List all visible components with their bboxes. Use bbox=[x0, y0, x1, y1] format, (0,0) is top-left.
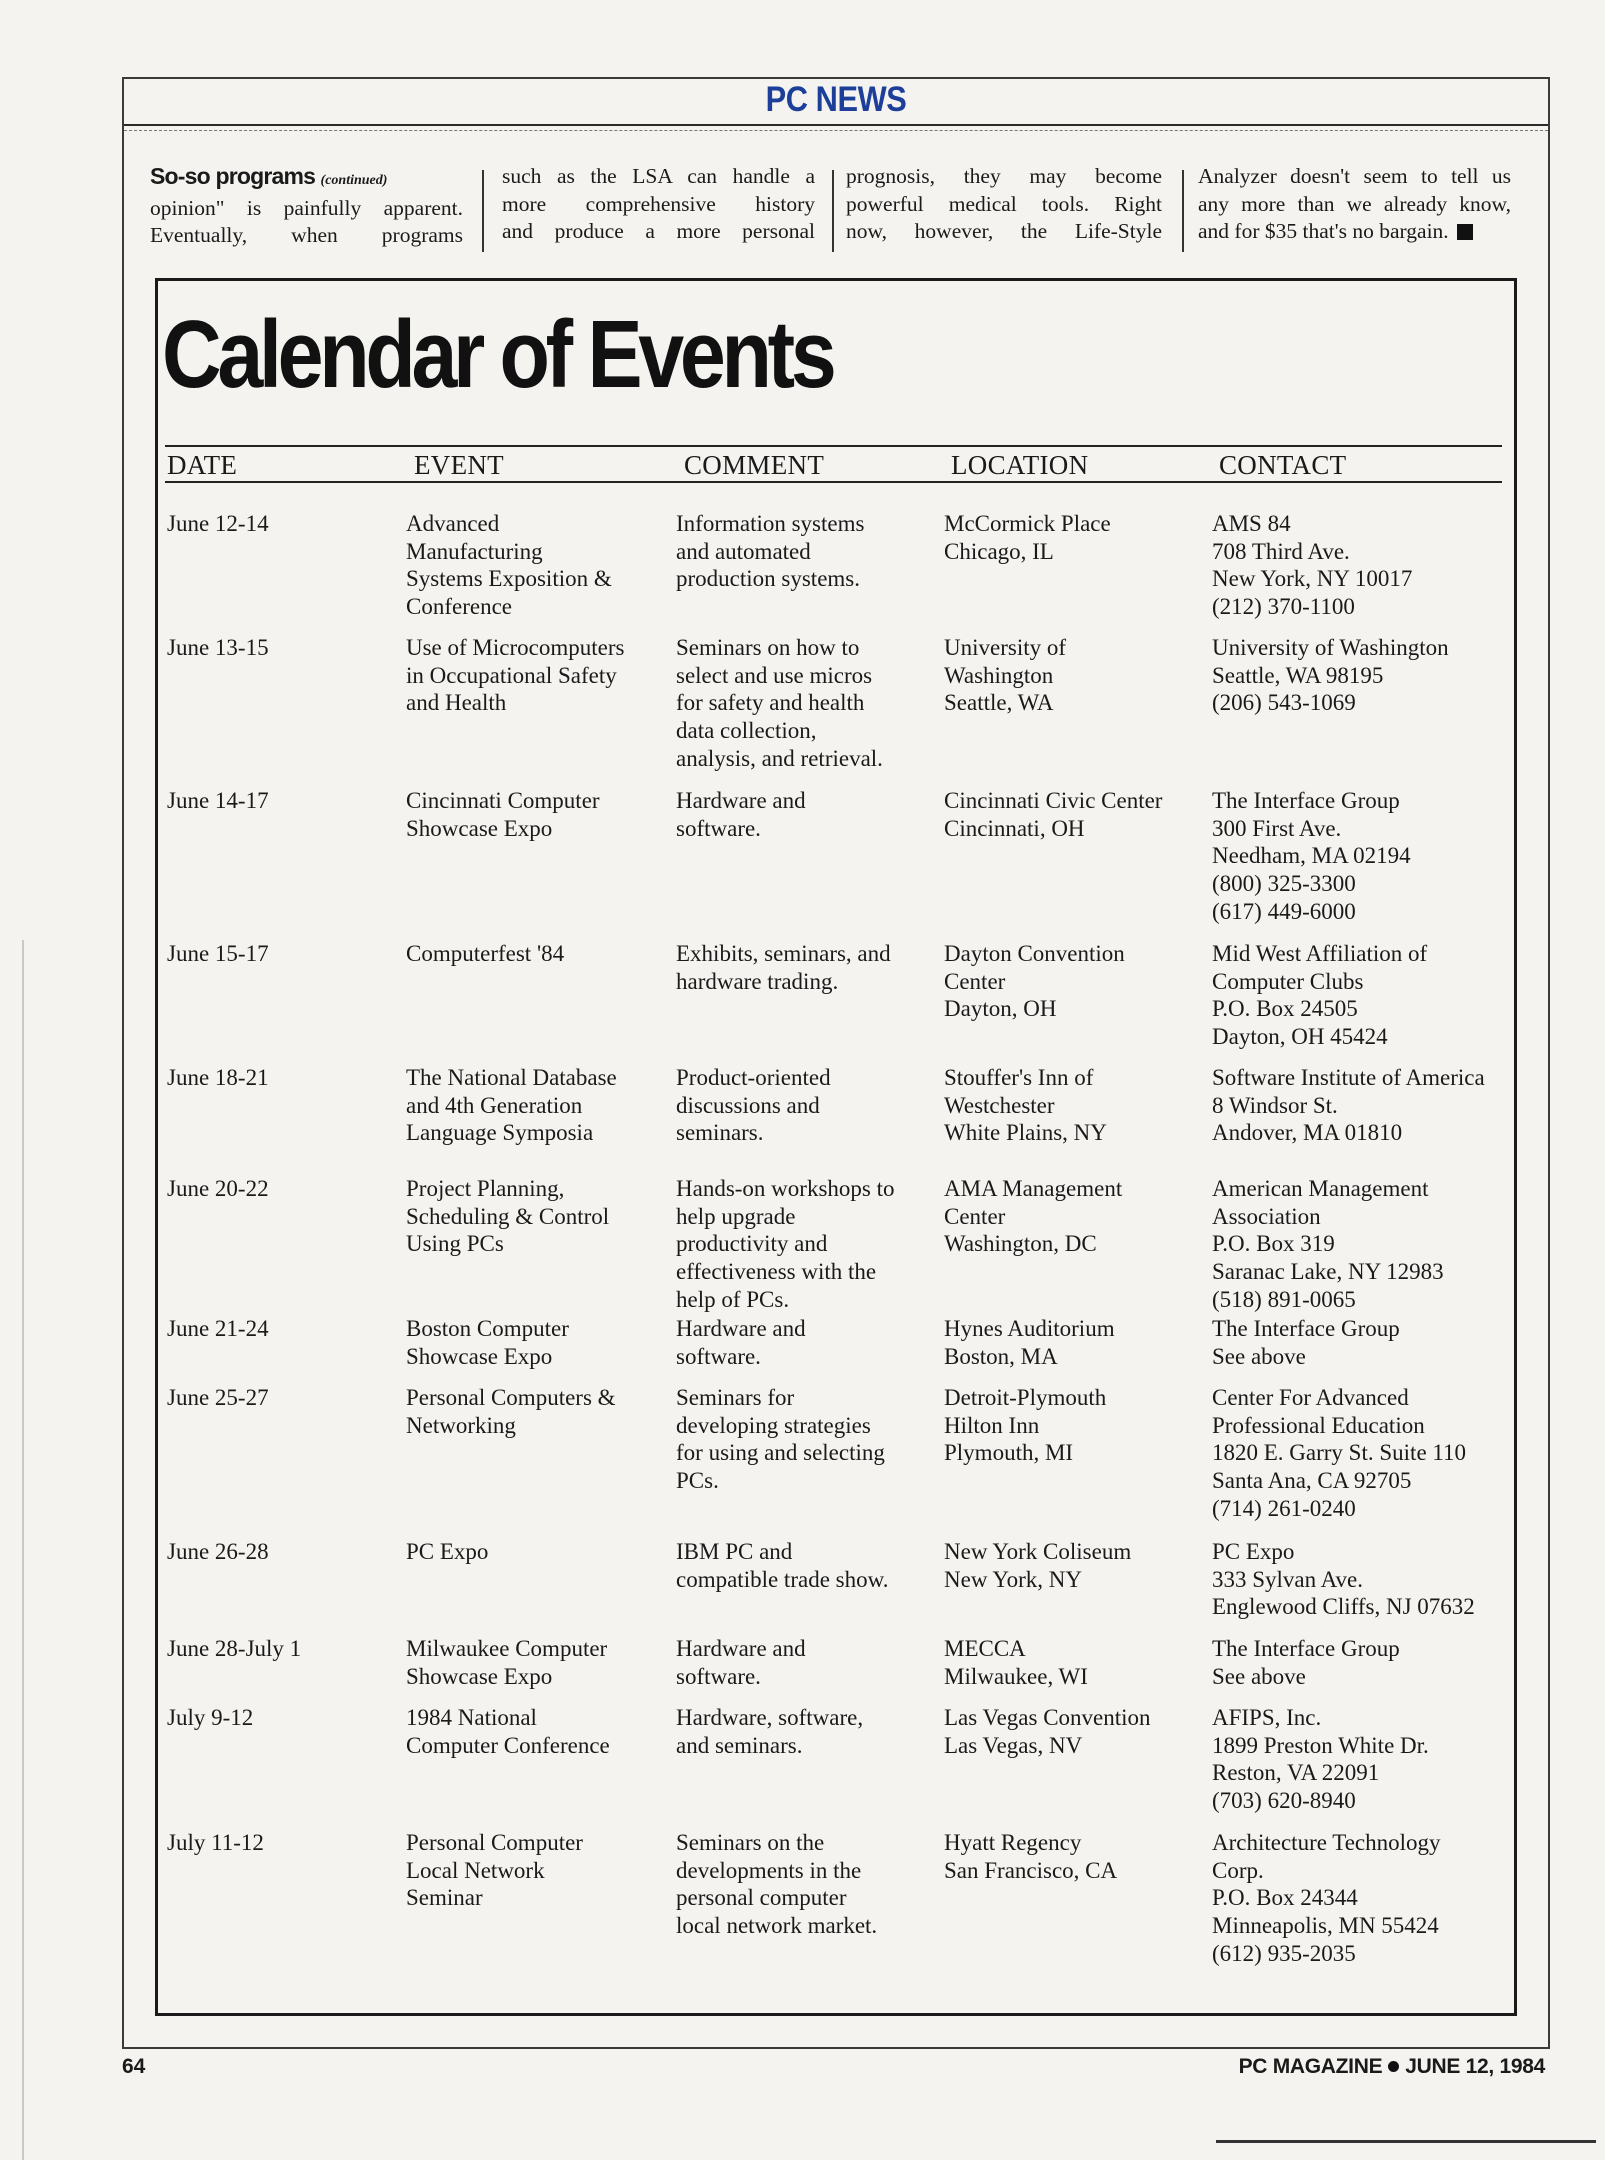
contact-line: Needham, MA 02194 bbox=[1212, 843, 1411, 869]
comment-line: Hands-on workshops to bbox=[676, 1176, 895, 1201]
contact-line: P.O. Box 319 bbox=[1212, 1231, 1335, 1257]
location-line: Stouffer's Inn of bbox=[944, 1065, 1094, 1090]
location-line: Plymouth, MI bbox=[944, 1440, 1074, 1466]
cell-location bbox=[944, 940, 1125, 1023]
contact-line: (714) 261-0240 bbox=[1212, 1495, 1356, 1521]
location-line: Washington, DC bbox=[944, 1231, 1097, 1257]
comment-line: analysis, and retrieval. bbox=[676, 745, 883, 771]
article-line: prognosis, they may become bbox=[846, 164, 1162, 188]
event-line: and 4th Generation bbox=[406, 1092, 583, 1118]
column-divider bbox=[1182, 170, 1184, 252]
cell-date: July 9-12 bbox=[167, 1705, 254, 1730]
contact-line: (212) 370-1100 bbox=[1212, 594, 1355, 620]
location-line: AMA Management bbox=[944, 1176, 1123, 1201]
event-line: Boston Computer bbox=[406, 1316, 569, 1341]
location-line: Chicago, IL bbox=[944, 538, 1054, 564]
contact-line: AFIPS, Inc. bbox=[1212, 1705, 1322, 1730]
contact-line: The Interface Group bbox=[1212, 788, 1400, 813]
issue-date: JUNE 12, 1984 bbox=[1405, 2055, 1545, 2078]
contact-line: Englewood Cliffs, NJ 07632 bbox=[1212, 1594, 1475, 1620]
event-line: Milwaukee Computer bbox=[406, 1636, 608, 1661]
article-kicker: So-so programs bbox=[150, 163, 316, 189]
cell-location bbox=[944, 1384, 1106, 1467]
cell-contact bbox=[1212, 1315, 1400, 1370]
publication-name: PC MAGAZINE bbox=[1238, 2055, 1383, 2078]
comment-line: productivity and bbox=[676, 1231, 828, 1257]
comment-line: Seminars on the bbox=[676, 1830, 825, 1855]
column-header-event: EVENT bbox=[414, 450, 504, 480]
article-line: now, however, the Life-Style bbox=[846, 219, 1162, 243]
calendar-title: Calendar of Events bbox=[162, 301, 833, 408]
cell-location bbox=[944, 1064, 1107, 1147]
page-number: 64 bbox=[122, 2055, 146, 2078]
article-line: powerful medical tools. Right bbox=[846, 191, 1162, 216]
event-line: Showcase Expo bbox=[406, 1663, 553, 1689]
event-line: Local Network bbox=[406, 1857, 545, 1883]
contact-line: (206) 543-1069 bbox=[1212, 690, 1356, 716]
contact-line: 1899 Preston White Dr. bbox=[1212, 1732, 1429, 1758]
comment-line: for using and selecting bbox=[676, 1440, 885, 1466]
cell-contact bbox=[1212, 787, 1411, 926]
contact-line: 1820 E. Garry St. Suite 110 bbox=[1212, 1440, 1467, 1466]
location-line: Las Vegas Convention bbox=[944, 1705, 1151, 1730]
cell-event bbox=[406, 1064, 617, 1147]
event-line: Showcase Expo bbox=[406, 815, 553, 841]
contact-line: Andover, MA 01810 bbox=[1212, 1120, 1403, 1146]
cell-contact bbox=[1212, 1635, 1400, 1690]
cell-comment bbox=[676, 1704, 863, 1759]
contact-line: 300 First Ave. bbox=[1212, 815, 1342, 841]
event-line: Personal Computers & bbox=[406, 1385, 616, 1410]
contact-line: P.O. Box 24344 bbox=[1212, 1885, 1358, 1911]
comment-line: developments in the bbox=[676, 1857, 862, 1883]
cell-date: June 25-27 bbox=[167, 1385, 269, 1410]
event-line: Project Planning, bbox=[406, 1176, 565, 1201]
contact-line: The Interface Group bbox=[1212, 1636, 1400, 1661]
event-line: Personal Computer bbox=[406, 1830, 583, 1855]
cell-event bbox=[406, 940, 564, 968]
location-line: Cincinnati Civic Center bbox=[944, 788, 1163, 813]
event-line: Scheduling & Control bbox=[406, 1203, 610, 1229]
contact-line: Architecture Technology bbox=[1212, 1830, 1441, 1855]
article-column-2 bbox=[502, 163, 815, 246]
header-rule-top bbox=[165, 445, 1502, 447]
contact-line: Software Institute of America bbox=[1212, 1065, 1485, 1090]
contact-line: Seattle, WA 98195 bbox=[1212, 662, 1384, 688]
cell-comment bbox=[676, 1384, 885, 1495]
event-line: The National Database bbox=[406, 1065, 617, 1090]
event-line: Systems Exposition & bbox=[406, 566, 612, 592]
section-title: PC NEWS bbox=[765, 80, 907, 119]
header-dashed-rule bbox=[124, 130, 1548, 131]
cell-event bbox=[406, 1315, 569, 1370]
contact-line: (800) 325-3300 bbox=[1212, 871, 1356, 897]
event-line: Using PCs bbox=[406, 1231, 504, 1257]
cell-date: June 21-24 bbox=[167, 1316, 269, 1341]
bullet-icon bbox=[1388, 2061, 1399, 2072]
event-line: Language Symposia bbox=[406, 1120, 594, 1146]
event-line: Manufacturing bbox=[406, 538, 543, 564]
comment-line: data collection, bbox=[676, 718, 817, 744]
column-divider bbox=[832, 170, 834, 252]
comment-line: local network market. bbox=[676, 1913, 878, 1939]
comment-line: software. bbox=[676, 1343, 761, 1369]
cell-event bbox=[406, 634, 624, 717]
location-line: Center bbox=[944, 968, 1006, 994]
column-header-comment: COMMENT bbox=[684, 450, 825, 480]
article-line: any more than we already know, bbox=[1198, 191, 1511, 216]
comment-line: and seminars. bbox=[676, 1732, 803, 1758]
contact-line: Mid West Affiliation of bbox=[1212, 941, 1428, 966]
header-rule bbox=[124, 124, 1548, 126]
location-line: Detroit-Plymouth bbox=[944, 1385, 1107, 1410]
footer-credit bbox=[1239, 2055, 1545, 2079]
comment-line: Seminars on how to bbox=[676, 635, 860, 660]
event-line: Advanced bbox=[406, 511, 500, 536]
article-line: opinion" is painfully apparent. bbox=[150, 195, 463, 220]
contact-line: Minneapolis, MN 55424 bbox=[1212, 1913, 1439, 1939]
contact-line: Dayton, OH 45424 bbox=[1212, 1024, 1388, 1050]
contact-line: Reston, VA 22091 bbox=[1212, 1760, 1380, 1786]
cell-comment bbox=[676, 1538, 888, 1593]
article-line: and produce a more personal bbox=[502, 219, 815, 243]
location-line: Las Vegas, NV bbox=[944, 1732, 1083, 1758]
column-header-location: LOCATION bbox=[951, 450, 1089, 480]
article-column-3 bbox=[846, 163, 1162, 246]
cell-date: June 15-17 bbox=[167, 941, 269, 966]
contact-line: (612) 935-2035 bbox=[1212, 1940, 1356, 1966]
event-line: 1984 National bbox=[406, 1705, 537, 1730]
cell-comment bbox=[676, 510, 864, 593]
location-line: Seattle, WA bbox=[944, 690, 1054, 716]
contact-line: See above bbox=[1212, 1343, 1306, 1369]
event-line: Conference bbox=[406, 594, 512, 620]
column-header-date: DATE bbox=[167, 450, 238, 480]
location-line: New York Coliseum bbox=[944, 1539, 1132, 1564]
comment-line: personal computer bbox=[676, 1885, 847, 1911]
cell-contact bbox=[1212, 1064, 1485, 1147]
location-line: MECCA bbox=[944, 1636, 1026, 1661]
cell-date: June 28-July 1 bbox=[167, 1636, 302, 1661]
contact-line: P.O. Box 24505 bbox=[1212, 996, 1358, 1022]
location-line: University of bbox=[944, 635, 1067, 660]
event-line: Cincinnati Computer bbox=[406, 788, 600, 813]
location-line: McCormick Place bbox=[944, 511, 1111, 536]
cell-event bbox=[406, 1538, 488, 1566]
contact-line: Corp. bbox=[1212, 1857, 1264, 1883]
cell-location bbox=[944, 1829, 1117, 1884]
cell-comment bbox=[676, 1635, 806, 1690]
contact-line: PC Expo bbox=[1212, 1539, 1295, 1564]
scan-edge-line bbox=[22, 940, 24, 2160]
cell-contact bbox=[1212, 1704, 1429, 1815]
contact-line: (518) 891-0065 bbox=[1212, 1286, 1356, 1312]
location-line: White Plains, NY bbox=[944, 1120, 1107, 1146]
article-line: more comprehensive history bbox=[502, 191, 815, 216]
cell-comment bbox=[676, 940, 891, 995]
cell-contact bbox=[1212, 634, 1449, 717]
cell-location bbox=[944, 1315, 1115, 1370]
comment-line: Product-oriented bbox=[676, 1065, 831, 1090]
comment-line: Hardware and bbox=[676, 1636, 806, 1661]
cell-comment bbox=[676, 1175, 895, 1314]
contact-line: See above bbox=[1212, 1663, 1306, 1689]
location-line: Hynes Auditorium bbox=[944, 1316, 1115, 1341]
cell-date: June 18-21 bbox=[167, 1065, 269, 1090]
location-line: Westchester bbox=[944, 1092, 1055, 1118]
cell-comment bbox=[676, 1829, 877, 1940]
location-line: Cincinnati, OH bbox=[944, 815, 1085, 841]
article-column-4 bbox=[1198, 163, 1511, 246]
cell-contact bbox=[1212, 1175, 1444, 1314]
cell-comment bbox=[676, 787, 806, 842]
cell-date: June 20-22 bbox=[167, 1176, 269, 1201]
cell-comment bbox=[676, 1315, 806, 1370]
location-line: San Francisco, CA bbox=[944, 1857, 1118, 1883]
cell-date: June 26-28 bbox=[167, 1539, 269, 1564]
event-line: Computer Conference bbox=[406, 1732, 610, 1758]
cell-contact bbox=[1212, 1384, 1466, 1523]
comment-line: effectiveness with the bbox=[676, 1259, 877, 1285]
cell-event bbox=[406, 787, 600, 842]
cell-event bbox=[406, 1829, 583, 1912]
location-line: Hyatt Regency bbox=[944, 1830, 1082, 1855]
location-line: New York, NY bbox=[944, 1566, 1083, 1592]
event-line: in Occupational Safety bbox=[406, 662, 617, 688]
contact-line: 8 Windsor St. bbox=[1212, 1092, 1338, 1118]
cell-contact bbox=[1212, 1538, 1475, 1621]
cell-comment bbox=[676, 634, 883, 773]
cell-location bbox=[944, 510, 1111, 565]
event-line: Use of Microcomputers bbox=[406, 635, 625, 660]
event-line: Computerfest '84 bbox=[406, 941, 565, 966]
location-line: Boston, MA bbox=[944, 1343, 1058, 1369]
event-line: Showcase Expo bbox=[406, 1343, 553, 1369]
location-line: Washington bbox=[944, 662, 1054, 688]
cell-event bbox=[406, 1635, 607, 1690]
location-line: Dayton, OH bbox=[944, 996, 1057, 1022]
comment-line: Seminars for bbox=[676, 1385, 795, 1410]
cell-comment bbox=[676, 1064, 831, 1147]
comment-line: and automated bbox=[676, 538, 811, 564]
contact-line: Computer Clubs bbox=[1212, 968, 1364, 994]
cell-location bbox=[944, 1635, 1088, 1690]
location-line: Milwaukee, WI bbox=[944, 1663, 1088, 1689]
cell-date: June 14-17 bbox=[167, 788, 269, 813]
cell-location bbox=[944, 1175, 1122, 1258]
contact-line: Professional Education bbox=[1212, 1412, 1425, 1438]
comment-line: hardware trading. bbox=[676, 968, 839, 994]
comment-line: production systems. bbox=[676, 566, 860, 592]
comment-line: seminars. bbox=[676, 1120, 764, 1146]
comment-line: Exhibits, seminars, and bbox=[676, 941, 891, 966]
cell-event bbox=[406, 510, 612, 621]
column-divider bbox=[482, 170, 484, 252]
cell-contact bbox=[1212, 510, 1412, 621]
contact-line: AMS 84 bbox=[1212, 511, 1291, 536]
article-continued: (continued) bbox=[320, 173, 388, 188]
end-of-article-mark bbox=[1457, 224, 1473, 240]
comment-line: Information systems bbox=[676, 511, 865, 536]
contact-line: Santa Ana, CA 92705 bbox=[1212, 1468, 1412, 1494]
article-line: Analyzer doesn't seem to tell us bbox=[1198, 164, 1511, 188]
cell-event bbox=[406, 1384, 616, 1439]
cell-date: June 12-14 bbox=[167, 511, 269, 536]
comment-line: for safety and health bbox=[676, 690, 865, 716]
comment-line: PCs. bbox=[676, 1468, 719, 1494]
cell-location bbox=[944, 787, 1162, 842]
contact-line: Center For Advanced bbox=[1212, 1385, 1409, 1410]
contact-line: University of Washington bbox=[1212, 635, 1449, 660]
contact-line: New York, NY 10017 bbox=[1212, 566, 1413, 592]
comment-line: software. bbox=[676, 1663, 761, 1689]
contact-line: 708 Third Ave. bbox=[1212, 538, 1350, 564]
contact-line: 333 Sylvan Ave. bbox=[1212, 1566, 1363, 1592]
article-line: and for $35 that's no bargain. bbox=[1198, 219, 1449, 243]
cell-event bbox=[406, 1704, 610, 1759]
comment-line: developing strategies bbox=[676, 1412, 871, 1438]
cell-date: July 11-12 bbox=[167, 1830, 264, 1855]
location-line: Dayton Convention bbox=[944, 941, 1125, 966]
comment-line: Hardware and bbox=[676, 1316, 806, 1341]
event-line: Seminar bbox=[406, 1885, 483, 1911]
comment-line: select and use micros bbox=[676, 662, 873, 688]
comment-line: IBM PC and bbox=[676, 1539, 793, 1564]
contact-line: Association bbox=[1212, 1203, 1321, 1229]
cell-event bbox=[406, 1175, 609, 1258]
comment-line: discussions and bbox=[676, 1092, 820, 1118]
contact-line: (617) 449-6000 bbox=[1212, 898, 1356, 924]
comment-line: help of PCs. bbox=[676, 1286, 790, 1312]
contact-line: American Management bbox=[1212, 1176, 1429, 1201]
cell-contact bbox=[1212, 940, 1427, 1051]
location-line: Hilton Inn bbox=[944, 1412, 1040, 1438]
cell-location bbox=[944, 1704, 1151, 1759]
event-line: PC Expo bbox=[406, 1539, 489, 1564]
contact-line: Saranac Lake, NY 12983 bbox=[1212, 1259, 1444, 1285]
event-line: Networking bbox=[406, 1412, 516, 1438]
bottom-rule bbox=[1216, 2140, 1596, 2143]
article-line: such as the LSA can handle a bbox=[502, 164, 815, 188]
article-column-1 bbox=[150, 163, 463, 250]
comment-line: compatible trade show. bbox=[676, 1566, 889, 1592]
article-line: Eventually, when programs bbox=[150, 223, 463, 247]
comment-line: help upgrade bbox=[676, 1203, 796, 1229]
contact-line: The Interface Group bbox=[1212, 1316, 1400, 1341]
comment-line: software. bbox=[676, 815, 761, 841]
cell-contact bbox=[1212, 1829, 1441, 1968]
contact-line: (703) 620-8940 bbox=[1212, 1788, 1356, 1814]
cell-location bbox=[944, 634, 1066, 717]
header-rule-bottom bbox=[165, 481, 1502, 483]
location-line: Center bbox=[944, 1203, 1006, 1229]
comment-line: Hardware, software, bbox=[676, 1705, 864, 1730]
comment-line: Hardware and bbox=[676, 788, 806, 813]
cell-date: June 13-15 bbox=[167, 635, 269, 660]
cell-location bbox=[944, 1538, 1131, 1593]
column-header-contact: CONTACT bbox=[1219, 450, 1347, 480]
event-line: and Health bbox=[406, 690, 507, 716]
